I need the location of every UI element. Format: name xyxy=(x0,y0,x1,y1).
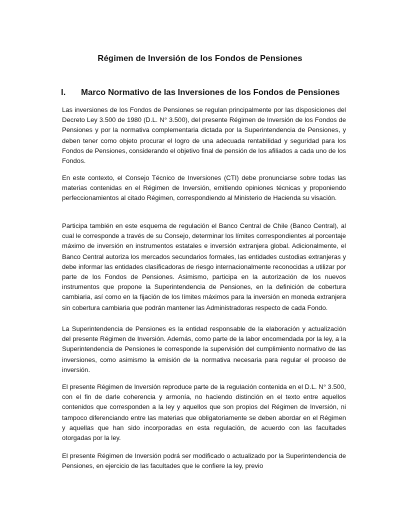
section-heading-text: Marco Normativo de las Inversiones de los Fondos de Pensiones xyxy=(81,87,340,97)
paragraph: En este contexto, el Consejo Técnico de Inversiones (CTI) debe pronunciarse sobre todas las materias contenidas en el Régimen de Inversión, emitiendo opiniones técnicas y proponiendo perfeccionamientos al citado Régimen, correspondiendo al Ministerio de Hacienda su visación. xyxy=(62,175,346,203)
paragraph: El presente Régimen de Inversión reproduce parte de la regulación contenida en el D.L. N° 3.500, con el fin de darle coherencia y armonía, no haciendo distinción en el texto entre aquellos contenidos que corresponden a la ley y aquellos que son propios del Régimen de Inversión, ni tampoco diferenciando entre las materias que obligatoriamente se deben abordar en el Régimen y aquellas que han sido incorporadas en esta regulación, de acuerdo con las facultades otorgadas por la ley. xyxy=(62,384,346,443)
section-heading xyxy=(61,87,340,97)
paragraph-truncated: El presente Régimen de Inversión podrá ser modificado o actualizado por la Superintendencia de Pensiones, en ejercicio de las facultades que le confiere la ley, previo xyxy=(62,453,346,471)
document-title: Régimen de Inversión de los Fondos de Pensiones xyxy=(97,53,303,63)
section-number: I. xyxy=(61,87,66,97)
paragraph: La Superintendencia de Pensiones es la entidad responsable de la elaboración y actualización del presente Régimen de Inversión. Además, como parte de la labor encomendada por la ley, a la Superintendencia de Pensiones le corresponde la supervisión del cumplimiento normativo de las inversiones, como asimismo la emisión de la normativa necesaria para regular el proceso de inversión. xyxy=(62,326,346,374)
paragraph: Las inversiones de los Fondos de Pensiones se regulan principalmente por las disposiciones del Decreto Ley 3.500 de 1980 (D.L. N° 3.500), del presente Régimen de Inversión de los Fondos de Pensiones y por la normativa complementaria dictada por la Superintendencia de Pensiones, y deben tener como objeto procurar el logro de una adecuada rentabilidad y seguridad para los Fondos de Pensiones, considerando el objetivo final de pensión de los afiliados a cada uno de los Fondos. xyxy=(62,107,346,166)
paragraph: Participa también en este esquema de regulación el Banco Central de Chile (Banco Central), al cual le corresponde a través de su Consejo, determinar los límites correspondientes al porcentaje máximo de inversión en instrumentos estatales e inversión extranjera global. Adicionalmente, el Banco Central autoriza los mercados secundarios formales, las entidades custodias extranjeras y debe informar las entidades clasificadoras de riesgo internacionalmente reconocidas a utilizar por parte de los Fondos de Pensiones. Asimismo, participa en la autorización de los nuevos instrumentos que propone la Superintendencia de Pensiones, en la definición de cobertura cambiaria, así como en la fijación de los límites máximos para la inversión en moneda extranjera sin cobertura cambiaria que podrán mantener las Administradoras respecto de cada Fondo. xyxy=(62,223,346,312)
